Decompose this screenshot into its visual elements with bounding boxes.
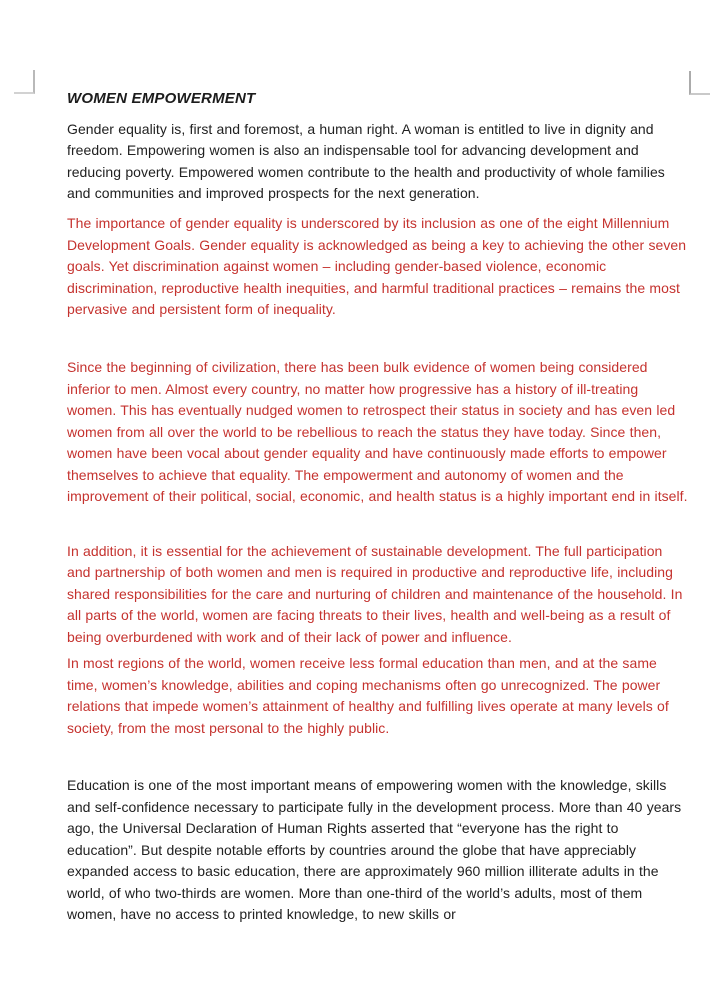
text-column bbox=[67, 88, 690, 926]
paragraph-sustainable-development[interactable]: In addition, it is essential for the achievement of sustainable development. The full participation and partnership of both women and men is required in productive and reproductive life, including shared responsibilities for the care and nurturing of children and maintenance of the household. In all parts of the world, women are facing threats to their lives, health and well-being as a result of being overburdened with work and of their lack of power and influence. bbox=[67, 542, 683, 645]
margin-corner-mark-left bbox=[14, 70, 35, 94]
paragraph-intro[interactable]: Gender equality is, first and foremost, a human right. A woman is entitled to live in dignity and freedom. Empowering women is also an indispensable tool for advancing development and reducing poverty. Empowered women contribute to the health and productivity of whole families and communities and improved prospects for the next generation. bbox=[67, 120, 665, 201]
paragraph-millennium-goals[interactable]: The importance of gender equality is underscored by its inclusion as one of the eight Millennium Development Goals. Gender equality is acknowledged as being a key to achieving the other seven goals. Yet discrimination against women – including gender-based violence, economic discrimination, reproductive health inequities, and harmful traditional practices – remains the most pervasive and persistent form of inequality. bbox=[67, 215, 687, 317]
paragraph-civilization[interactable]: Since the beginning of civilization, there has been bulk evidence of women being considered inferior to men. Almost every country, no matter how progressive has a history of ill-treating women. This has eventually nudged women to retrospect their status in society and has even led women from all over the world to be rebellious to reach the status they have today. Since then, women have been vocal about gender equality and have continuously made efforts to empower themselves to achieve that equality. The empowerment and autonomy of women and the improvement of their political, social, economic, and health status is a highly important end in itself. bbox=[67, 359, 688, 504]
margin-corner-mark-right bbox=[689, 71, 710, 95]
paragraph-education-importance[interactable]: Education is one of the most important means of empowering women with the knowledge, skills and self-confidence necessary to participate fully in the development process. More than 40 years ago, the Universal Declaration of Human Rights asserted that “everyone has the right to education”. But despite notable efforts by countries around the globe that have appreciably expanded access to basic education, there are approximately 960 million illiterate adults in the world, of who two-thirds are women. More than one-third of the world’s adults, most of them women, have no access to printed knowledge, to new skills or bbox=[67, 777, 682, 922]
page-title[interactable]: WOMEN EMPOWERMENT bbox=[67, 90, 256, 107]
paragraph-education-gap[interactable]: In most regions of the world, women receive less formal education than men, and at the same time, women’s knowledge, abilities and coping mechanisms often go unrecognized. The power relations that impede women’s attainment of healthy and fulfilling lives operate at many levels of society, from the most personal to the highly public. bbox=[67, 655, 669, 736]
